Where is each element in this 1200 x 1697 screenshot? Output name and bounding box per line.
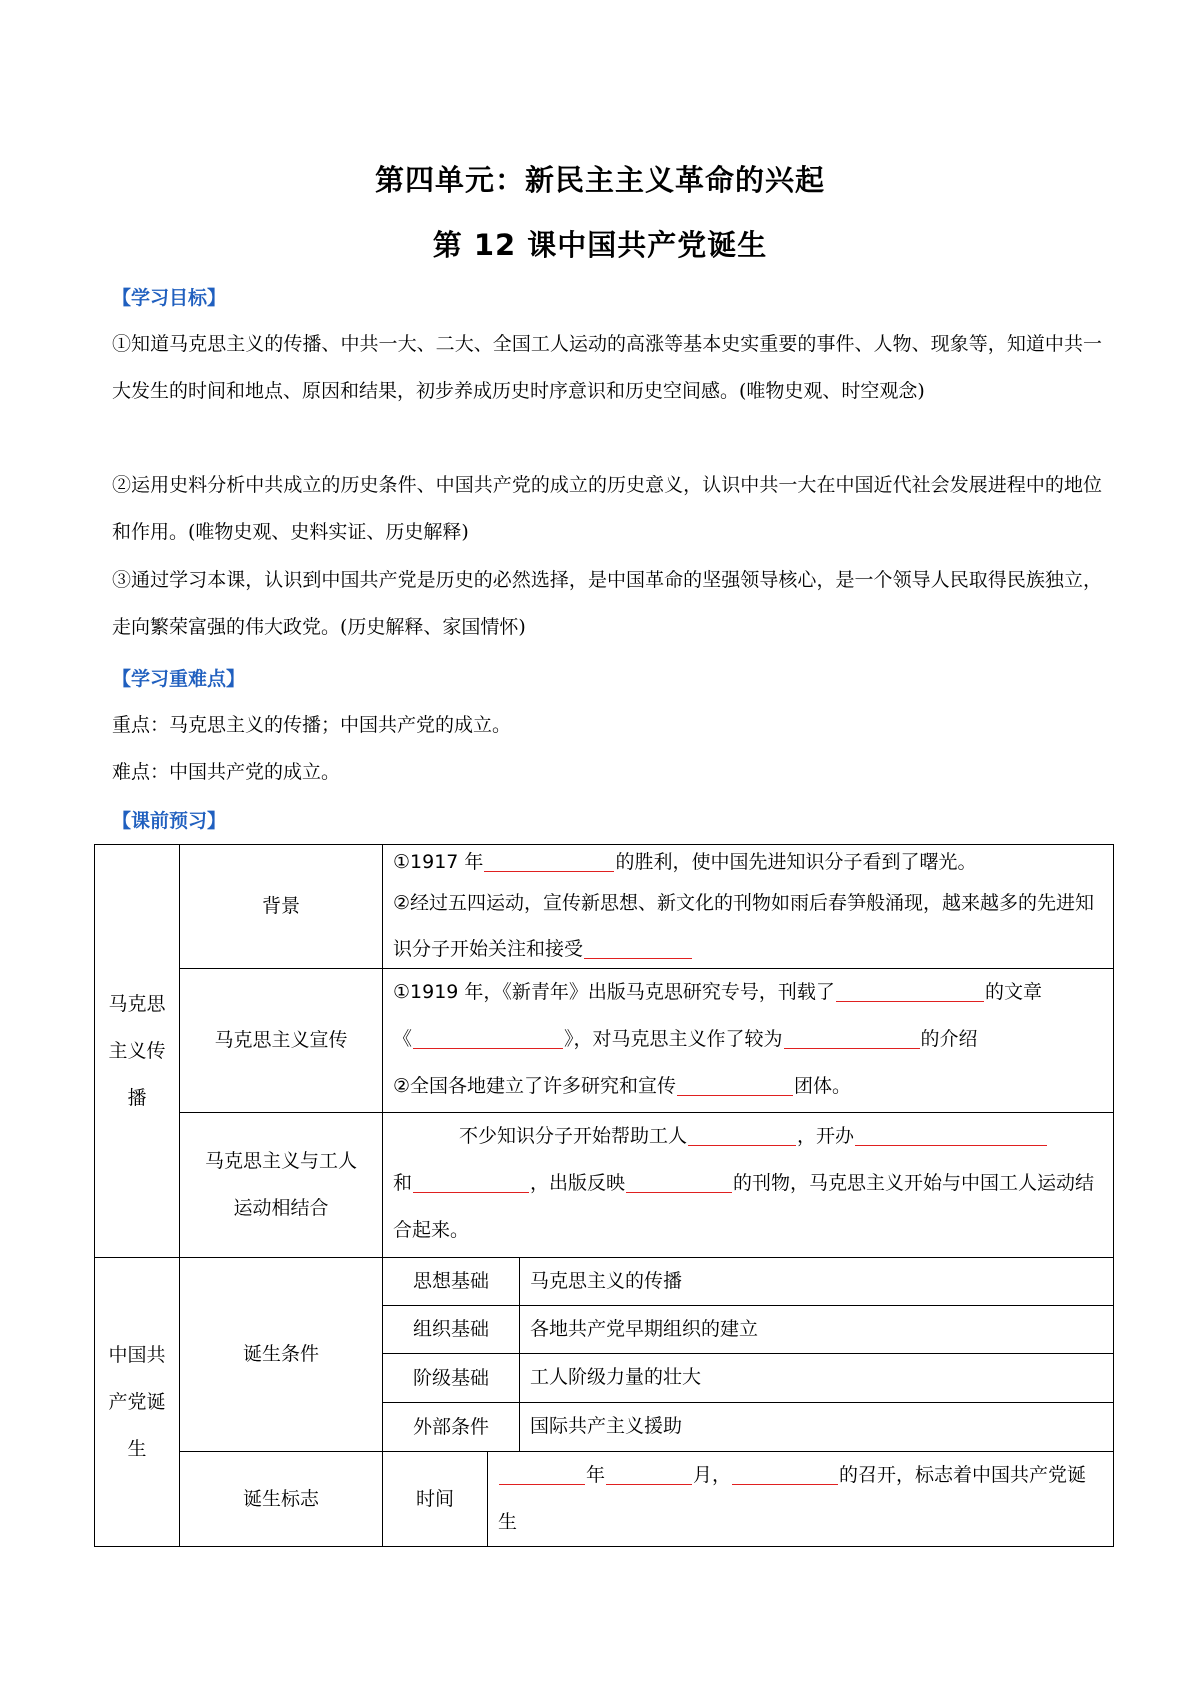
condition-label (382, 1305, 520, 1354)
condition-value (519, 1402, 1114, 1452)
goals-heading: 【学习目标】 (112, 287, 227, 309)
goal-item-1: ①知道马克思主义的传播、中共一大、二大、全国工人运动的高涨等基本史实重要的事件、人物、现象等，知道中共一大发生的时间和地点、原因和结果，初步养成历史时序意识和历史空间感。(唯物史观、时空观念) (112, 333, 1102, 402)
propaganda-content (382, 968, 1114, 1113)
time-label (382, 1451, 488, 1547)
condition-value (519, 1305, 1114, 1354)
row-label-propaganda (179, 968, 383, 1113)
text-fragment: 月， (693, 1464, 732, 1486)
text-fragment: 《 (393, 1028, 413, 1050)
condition-value-text: 工人阶级力量的壮大 (530, 1366, 702, 1388)
row-label-symbol (179, 1451, 383, 1547)
time-label-text: 时间 (415, 1487, 454, 1510)
text-fragment: 的介绍 (920, 1028, 978, 1050)
fill-blank[interactable] (732, 1460, 838, 1485)
text-fragment: 不少知识分子开始帮助工人 (459, 1125, 688, 1147)
condition-label (382, 1402, 520, 1452)
unit-title: 第四单元：新民主主义革命的兴起 (374, 163, 825, 197)
group-label-marxism (94, 844, 180, 1258)
group-label-line: 马克思 (108, 992, 166, 1015)
condition-label-text: 组织基础 (412, 1318, 489, 1340)
condition-value-text: 国际共产主义援助 (530, 1415, 683, 1437)
group-label-line: 播 (127, 1086, 147, 1109)
lesson-title: 第 12 课中国共产党诞生 (432, 228, 768, 262)
text-fragment: ①1919 年，《新青年》出版马克思研究专号，刊载了 (393, 981, 835, 1003)
group-label-line: 生 (127, 1437, 147, 1460)
text-fragment: ①1917 年 (393, 851, 484, 873)
row-label-text: 背景 (261, 895, 300, 917)
fill-blank[interactable] (784, 1024, 920, 1049)
fill-blank[interactable] (855, 1121, 1047, 1146)
preview-heading: 【课前预习】 (112, 810, 227, 832)
fill-blank[interactable] (626, 1168, 732, 1193)
key-point-difficult: 难点：中国共产党的成立。 (112, 761, 341, 783)
row-label-background (179, 844, 383, 969)
row-label-line: 马克思主义与工人 (204, 1150, 357, 1172)
group-label-line: 主义传 (108, 1039, 166, 1062)
combine-content (382, 1112, 1114, 1258)
text-fragment: ，出版反映 (530, 1172, 626, 1194)
condition-label-text: 思想基础 (412, 1270, 489, 1292)
preview-table (94, 844, 1114, 1547)
group-label-party (94, 1257, 180, 1547)
condition-label (382, 1353, 520, 1403)
text-fragment: 的召开，标志着中国共产党诞生 (498, 1464, 1087, 1533)
text-fragment: 》，对马克思主义作了较为 (564, 1028, 783, 1050)
fill-blank[interactable] (677, 1071, 793, 1096)
key-points-heading: 【学习重难点】 (112, 668, 246, 690)
condition-value (519, 1257, 1114, 1306)
background-content (382, 844, 1114, 969)
row-label-line: 运动相结合 (233, 1197, 329, 1219)
row-label-text: 诞生标志 (242, 1487, 319, 1510)
goal-item-2: ②运用史料分析中共成立的历史条件、中国共产党的成立的历史意义，认识中共一大在中国近代社会发展进程中的地位和作用。(唯物史观、史料实证、历史解释) (112, 474, 1102, 543)
text-fragment: 的胜利，使中国先进知识分子看到了曙光。 (615, 851, 977, 873)
row-label-combine (179, 1112, 383, 1258)
fill-blank[interactable] (584, 934, 692, 959)
row-label-conditions (179, 1257, 383, 1452)
fill-blank[interactable] (484, 847, 614, 872)
text-fragment: 团体。 (794, 1075, 852, 1097)
fill-blank[interactable] (499, 1460, 585, 1485)
key-point-important: 重点：马克思主义的传播；中国共产党的成立。 (112, 714, 512, 736)
fill-blank[interactable] (606, 1460, 692, 1485)
text-fragment: 的刊物，马克思主义开始与中国工人运动结合起来。 (393, 1172, 1095, 1241)
condition-label-text: 外部条件 (412, 1415, 489, 1438)
condition-value (519, 1353, 1114, 1403)
fill-blank[interactable] (413, 1024, 563, 1049)
condition-value-text: 马克思主义的传播 (530, 1270, 683, 1292)
text-fragment: 的文章 (984, 981, 1042, 1003)
row-label-text: 马克思主义宣传 (214, 1029, 348, 1051)
text-fragment: 年 (586, 1464, 606, 1486)
symbol-content (487, 1451, 1114, 1547)
text-fragment: ②经过五四运动，宣传新思想、新文化的刊物如雨后春笋般涌现，越来越多的先进知识分子开始关注和接受 (393, 892, 1095, 960)
group-label-line: 产党诞 (108, 1390, 166, 1413)
fill-blank[interactable] (836, 977, 984, 1002)
row-label-text: 诞生条件 (242, 1343, 319, 1365)
text-fragment: ，开办 (797, 1125, 855, 1147)
fill-blank[interactable] (413, 1168, 529, 1193)
text-fragment: 和 (393, 1172, 413, 1194)
fill-blank[interactable] (688, 1121, 796, 1146)
goal-item-3: ③通过学习本课，认识到中国共产党是历史的必然选择，是中国革命的坚强领导核心，是一个领导人民取得民族独立，走向繁荣富强的伟大政党。(历史解释、家国情怀) (112, 569, 1102, 638)
condition-label-text: 阶级基础 (412, 1366, 489, 1389)
condition-label (382, 1257, 520, 1306)
group-label-line: 中国共 (108, 1343, 166, 1366)
condition-value-text: 各地共产党早期组织的建立 (530, 1318, 759, 1340)
text-fragment: ②全国各地建立了许多研究和宣传 (393, 1075, 677, 1097)
